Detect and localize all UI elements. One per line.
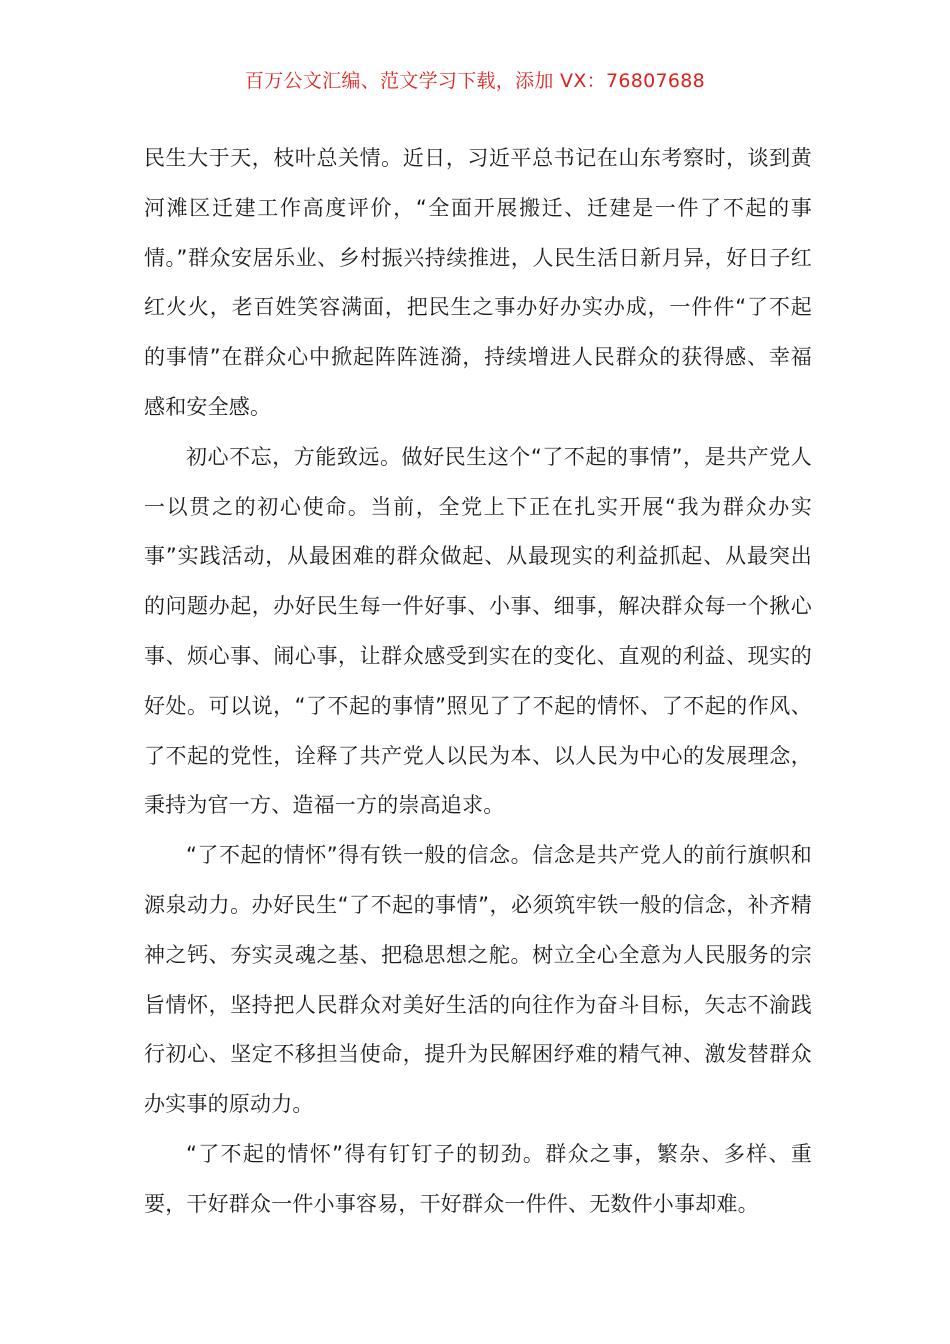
paragraph-2: 初心不忘，方能致远。做好民生这个“了不起的事情”，是共产党人一以贯之的初心使命。当前，全党上下正在扎实开展“我为群众办实事”实践活动，从最困难的群众做起、从最现实的利益抓起、从最突出的问题办起，办好民生每一件好事、小事、细事，解决群众每一个揪心事、烦心事、闹心事，让群众感受到实在的变化、直观的利益、现实的好处。可以说，“了不起的事情”照见了了不起的情怀、了不起的作风、了不起的党性，诠释了共产党人以民为本、以人民为中心的发展理念，秉持为官一方、造福一方的崇高追求。 [144, 444, 812, 818]
paragraph-1: 民生大于天，枝叶总关情。近日，习近平总书记在山东考察时，谈到黄河滩区迁建工作高度评价，“全面开展搬迁、迁建是一件了不起的事情。”群众安居乐业、乡村振兴持续推进，人民生活日新月异，好日子红红火火，老百姓笑容满面，把民生之事办好办实办成，一件件“了不起的事情”在群众心中掀起阵阵涟漪，持续增进人民群众的获得感、幸福感和安全感。 [144, 146, 812, 419]
paragraph-3: “了不起的情怀”得有铁一般的信念。信念是共产党人的前行旗帜和源泉动力。办好民生“了不起的事情”，必须筑牢铁一般的信念，补齐精神之钙、夯实灵魂之基、把稳思想之舵。树立全心全意为人民服务的宗旨情怀，坚持把人民群众对美好生活的向往作为奋斗目标，矢志不渝践行初心、坚定不移担当使命，提升为民解困纾难的精气神、激发替群众办实事的原动力。 [144, 843, 812, 1117]
page-header-notice: 百万公文汇编、范文学习下载，添加 VX：76807688 [244, 70, 706, 92]
paragraph-4: “了不起的情怀”得有钉钉子的韧劲。群众之事，繁杂、多样、重要，干好群众一件小事容易，干好群众一件件、无数件小事却难。 [144, 1141, 812, 1216]
article-body [144, 134, 812, 1230]
